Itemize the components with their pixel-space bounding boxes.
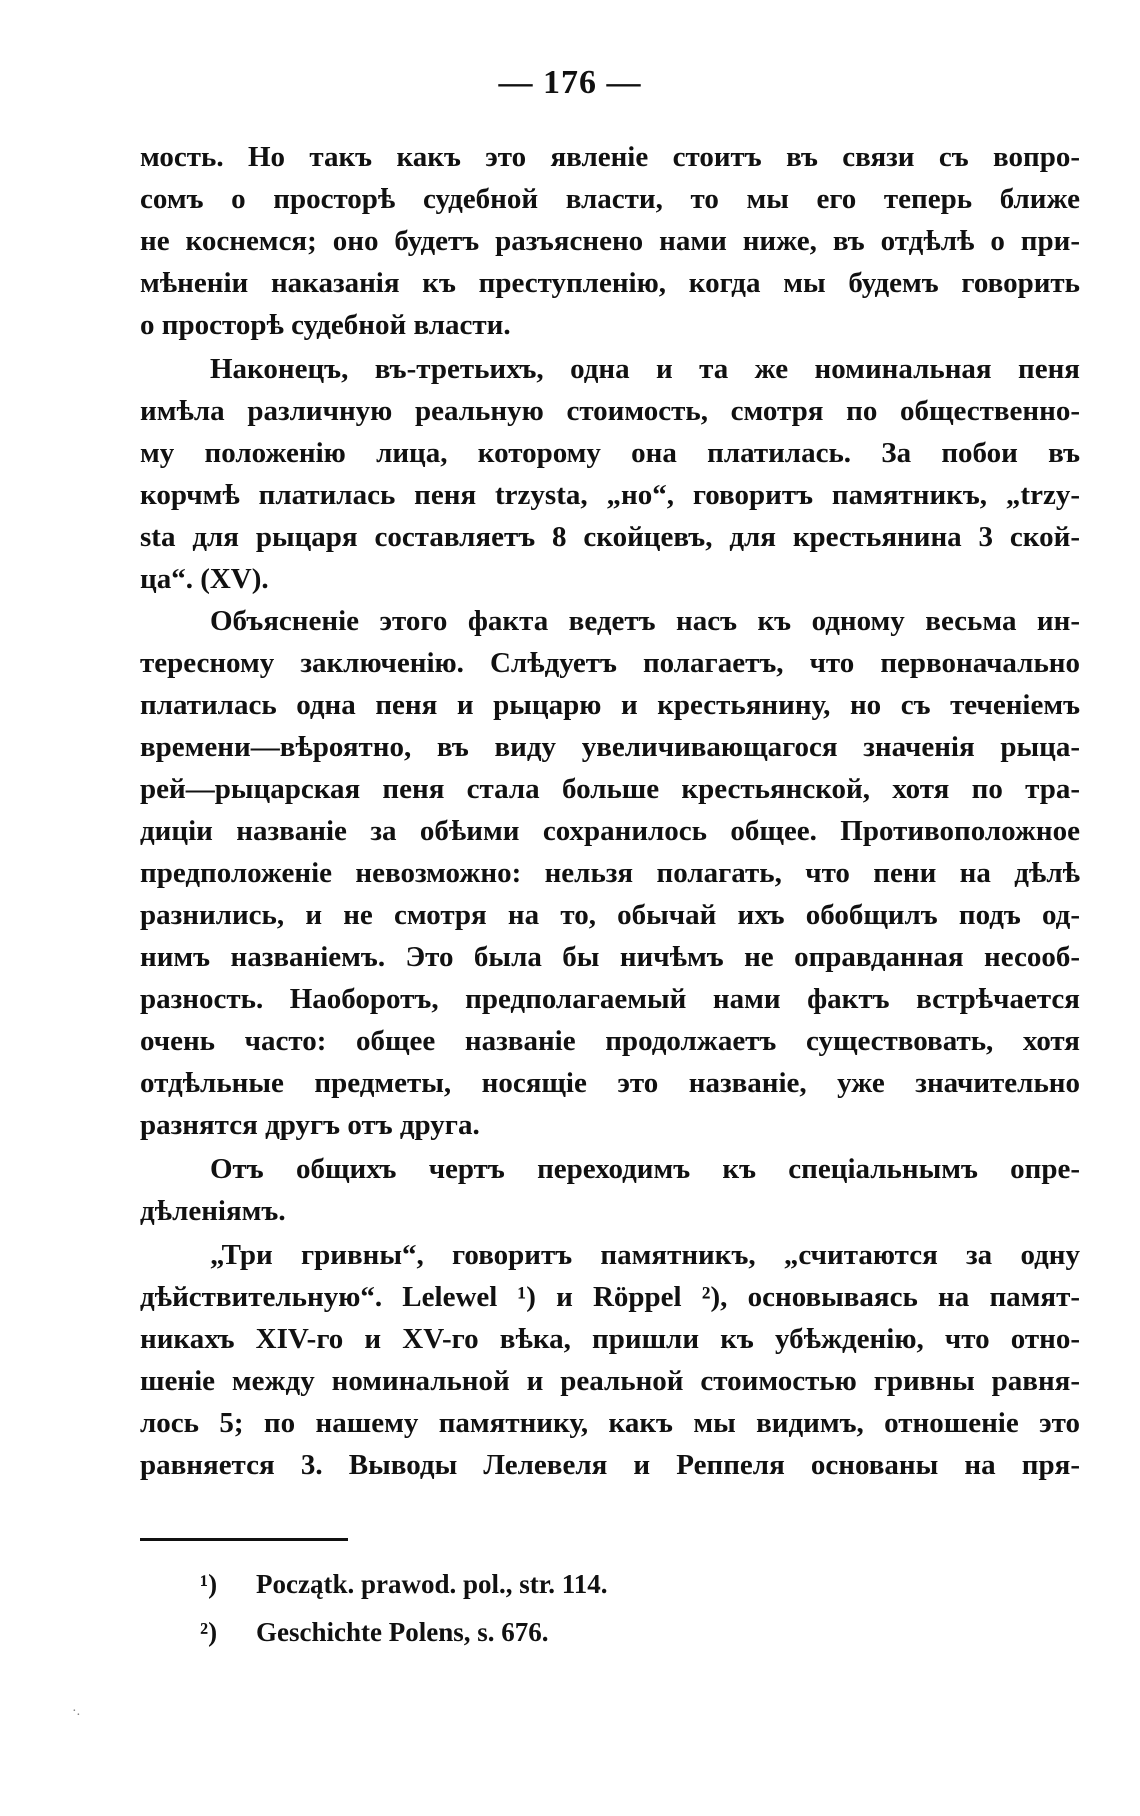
page-number: — 176 — (498, 64, 642, 101)
text-line: „Три гривны“, говоритъ памятникъ, „считаются за одну (210, 1239, 1080, 1271)
text-line: сомъ о просторѣ судебной власти, то мы его теперь ближе (140, 183, 1080, 215)
text-line: лось 5; по нашему памятнику, какъ мы видимъ, отношеніе это (140, 1407, 1080, 1439)
scan-specks: ·. (72, 1704, 81, 1719)
text-line: очень часто: общее названіе продолжаетъ существовать, хотя (140, 1025, 1080, 1057)
text-line: разнятся другъ отъ друга. (140, 1109, 480, 1141)
text-line: не коснемся; оно будетъ разъяснено нами ниже, въ отдѣлѣ о при- (140, 225, 1080, 257)
text-line: рей—рыцарская пеня стала больше крестьянской, хотя по тра- (140, 773, 1080, 805)
text-line: дѣйствительную“. Lelewel ¹) и Röppel ²), основываясь на памят- (140, 1281, 1080, 1313)
text-line: разность. Наоборотъ, предполагаемый нами фактъ встрѣчается (140, 983, 1080, 1015)
text-line: отдѣльные предметы, носящіе это названіе, уже значительно (140, 1067, 1080, 1099)
text-line: Объясненіе этого факта ведетъ насъ къ одному весьма ин- (210, 605, 1080, 637)
body-text (140, 136, 1080, 1486)
text-line: о просторѣ судебной власти. (140, 309, 511, 341)
text-line: дѣленіямъ. (140, 1195, 286, 1227)
text-line: шеніе между номинальной и реальной стоимостью гривны равня- (140, 1365, 1080, 1397)
footnotes (200, 1560, 1000, 1656)
footnote-mark: ²) (200, 1617, 218, 1647)
footnote-divider (140, 1538, 348, 1541)
text-line: ца“. (XV). (140, 563, 269, 595)
footnote (200, 1608, 1000, 1656)
text-line: времени—вѣроятно, въ виду увеличивающагося значенія рыца- (140, 731, 1080, 763)
text-line: Наконецъ, въ-третьихъ, одна и та же номинальная пеня (210, 353, 1080, 385)
footnote-text: Geschichte Polens, s. 676. (256, 1617, 549, 1647)
text-line: платилась одна пеня и рыцарю и крестьянину, но съ теченіемъ (140, 689, 1080, 721)
text-line: нимъ названіемъ. Это была бы ничѣмъ не оправданная несооб- (140, 941, 1080, 973)
text-line: предположеніе невозможно: нельзя полагать, что пени на дѣлѣ (140, 857, 1080, 889)
text-line: никахъ XIV-го и XV-го вѣка, пришли къ убѣжденію, что отно- (140, 1323, 1080, 1355)
text-line: му положенію лица, которому она платилась. За побои въ (140, 437, 1080, 469)
text-line: Отъ общихъ чертъ переходимъ къ спеціальнымъ опре- (210, 1153, 1080, 1185)
text-line: sta для рыцаря составляетъ 8 скойцевъ, для крестьянина 3 ской- (140, 521, 1080, 553)
footnote-mark: ¹) (200, 1569, 218, 1599)
text-line: мѣненіи наказанія къ преступленію, когда мы будемъ говорить (140, 267, 1080, 299)
text-line: разнились, и не смотря на то, обычай ихъ обобщилъ подъ од- (140, 899, 1080, 931)
text-line: диціи названіе за обѣими сохранилось общее. Противоположное (140, 815, 1080, 847)
footnote-text: Początk. prawod. pol., str. 114. (256, 1569, 608, 1599)
text-line: мость. Но такъ какъ это явленіе стоитъ въ связи съ вопро- (140, 141, 1080, 173)
text-line: корчмѣ платилась пеня trzysta, „но“, говоритъ памятникъ, „trzy- (140, 479, 1080, 511)
footnote (200, 1560, 1000, 1608)
text-line: имѣла различную реальную стоимость, смотря по общественно- (140, 395, 1080, 427)
text-line: равняется 3. Выводы Лелевеля и Реппеля основаны на пря- (140, 1449, 1080, 1481)
text-line: тересному заключенію. Слѣдуетъ полагаетъ, что первоначально (140, 647, 1080, 679)
